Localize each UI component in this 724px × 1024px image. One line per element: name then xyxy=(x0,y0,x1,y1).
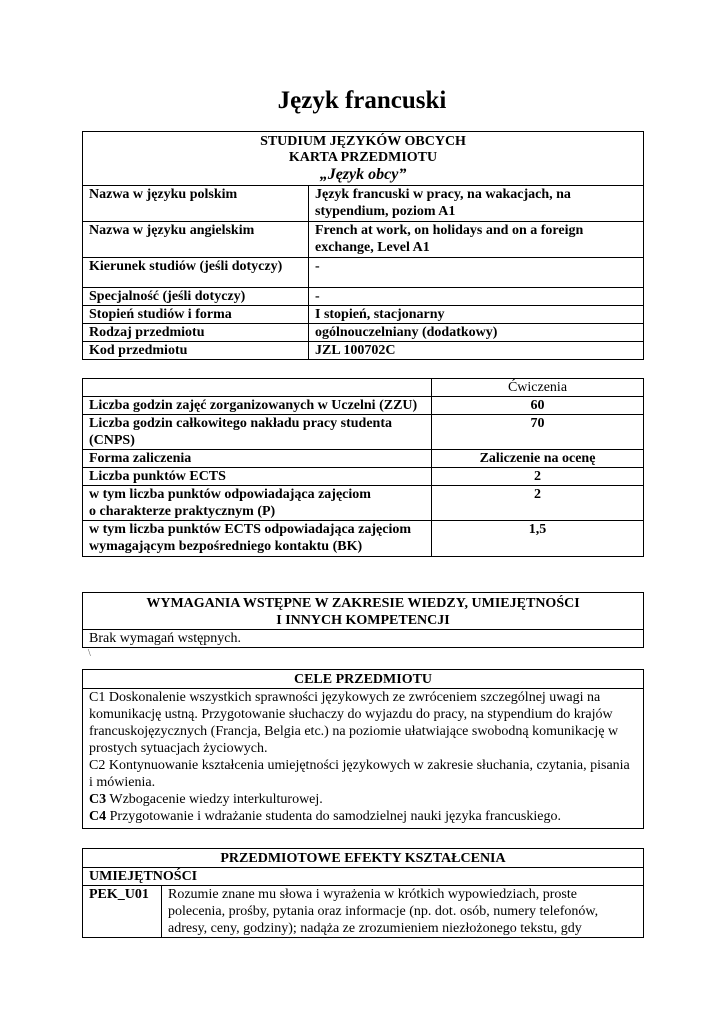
card-header-line3: „Język obcy” xyxy=(319,166,407,183)
card-value-field: - xyxy=(309,258,644,288)
hours-corner-cell xyxy=(83,379,432,397)
goals-header: CELE PRZEDMIOTU xyxy=(83,670,644,689)
outcomes-header: PRZEDMIOTOWE EFEKTY KSZTAŁCENIA xyxy=(83,849,644,868)
goal-code-c4: C4 xyxy=(89,809,107,824)
card-label-field: Kierunek studiów (jeśli dotyczy) xyxy=(83,258,309,288)
goals-body xyxy=(83,689,644,829)
goal-text-c1: Doskonalenie wszystkich sprawności językowych ze zwróceniem szczególnej uwagi na komunikację ustną. Przygotowanie słuchaczy do wyjazdu do pracy, na stypendium do krajów francuskojęzycznych (Francja, Belgia etc.) na poziomie ułatwiające swobodną komunikację w prostych sytuacjach życiowych. xyxy=(89,690,619,756)
card-label-name-pl: Nazwa w języku polskim xyxy=(83,186,309,222)
card-value-level: I stopień, stacjonarny xyxy=(309,306,644,324)
hours-value-cnps: 70 xyxy=(432,415,644,450)
requirements-body: Brak wymagań wstępnych. xyxy=(83,630,644,648)
card-value-type: ogólnouczelniany (dodatkowy) xyxy=(309,324,644,342)
goals-table xyxy=(82,669,644,829)
card-header-line1: STUDIUM JĘZYKÓW OBCYCH xyxy=(260,134,466,149)
goal-item-c2 xyxy=(89,757,637,791)
hours-label-practical-line1: w tym liczba punktów odpowiadająca zajęciom xyxy=(89,487,371,502)
hours-value-zzu: 60 xyxy=(432,397,644,415)
card-value-name-pl: Język francuski w pracy, na wakacjach, na stypendium, poziom A1 xyxy=(309,186,644,222)
requirements-table xyxy=(82,592,644,648)
hours-label-bk: w tym liczba punktów ECTS odpowiadająca zajęciom wymagającym bezpośredniego kontaktu (BK) xyxy=(83,521,432,557)
hours-label-practical xyxy=(83,486,432,521)
hours-table xyxy=(82,378,644,557)
hours-label-practical-line2: o charakterze praktycznym (P) xyxy=(89,504,276,519)
course-card-table xyxy=(82,131,644,360)
outcome-text-u01: Rozumie znane mu słowa i wyrażenia w krótkich wypowiedziach, proste polecenia, prośby, pytania oraz informacje (np. dot. osób, numery telefonów, adresy, ceny, godziny); nadąża ze zrozumieniem niezłożonego tekstu, gdy xyxy=(162,886,644,938)
goal-text-c2: Kontynuowanie kształcenia umiejętności językowych w zakresie słuchania, czytania, pisania i mówienia. xyxy=(89,758,630,790)
hours-value-practical: 2 xyxy=(432,486,644,521)
requirements-header xyxy=(83,593,644,630)
card-value-specialty: - xyxy=(309,288,644,306)
goal-code-c3: C3 xyxy=(89,792,107,807)
goal-text-c4: Przygotowanie i wdrażanie studenta do samodzielnej nauki języka francuskiego. xyxy=(106,809,561,824)
card-header xyxy=(83,132,644,186)
goal-code-c2: C2 xyxy=(89,758,106,773)
goal-item-c1 xyxy=(89,689,637,757)
goal-code-c1: C1 xyxy=(89,690,106,705)
stray-mark: \ xyxy=(88,648,91,659)
page-title: Język francuski xyxy=(277,87,447,114)
hours-value-bk: 1,5 xyxy=(432,521,644,557)
card-value-name-en: French at work, on holidays and on a foreign exchange, Level A1 xyxy=(309,222,644,258)
hours-label-form: Forma zaliczenia xyxy=(83,450,432,468)
requirements-header-line2: I INNYCH KOMPETENCJI xyxy=(276,613,450,628)
card-label-name-en: Nazwa w języku angielskim xyxy=(83,222,309,258)
hours-label-zzu: Liczba godzin zajęć zorganizowanych w Uczelni (ZZU) xyxy=(83,397,432,415)
card-header-line2: KARTA PRZEDMIOTU xyxy=(288,150,438,165)
card-value-code: JZL 100702C xyxy=(309,342,644,360)
card-label-specialty: Specjalność (jeśli dotyczy) xyxy=(83,288,309,306)
outcomes-section-label: UMIEJĘTNOŚCI xyxy=(83,868,644,886)
card-label-level: Stopień studiów i forma xyxy=(83,306,309,324)
hours-value-form: Zaliczenie na ocenę xyxy=(432,450,644,468)
goal-text-c3: Wzbogacenie wiedzy interkulturowej. xyxy=(106,792,323,807)
goal-item-c4 xyxy=(89,808,637,825)
goal-item-c3 xyxy=(89,791,637,808)
hours-column-header: Ćwiczenia xyxy=(432,379,644,397)
hours-value-ects: 2 xyxy=(432,468,644,486)
outcome-code-u01: PEK_U01 xyxy=(83,886,162,938)
card-label-code: Kod przedmiotu xyxy=(83,342,309,360)
hours-label-ects: Liczba punktów ECTS xyxy=(83,468,432,486)
outcomes-table xyxy=(82,848,644,938)
requirements-header-line1: WYMAGANIA WSTĘPNE W ZAKRESIE WIEDZY, UMIEJĘTNOŚCI xyxy=(146,596,580,611)
card-label-type: Rodzaj przedmiotu xyxy=(83,324,309,342)
hours-label-cnps: Liczba godzin całkowitego nakładu pracy studenta (CNPS) xyxy=(83,415,432,450)
